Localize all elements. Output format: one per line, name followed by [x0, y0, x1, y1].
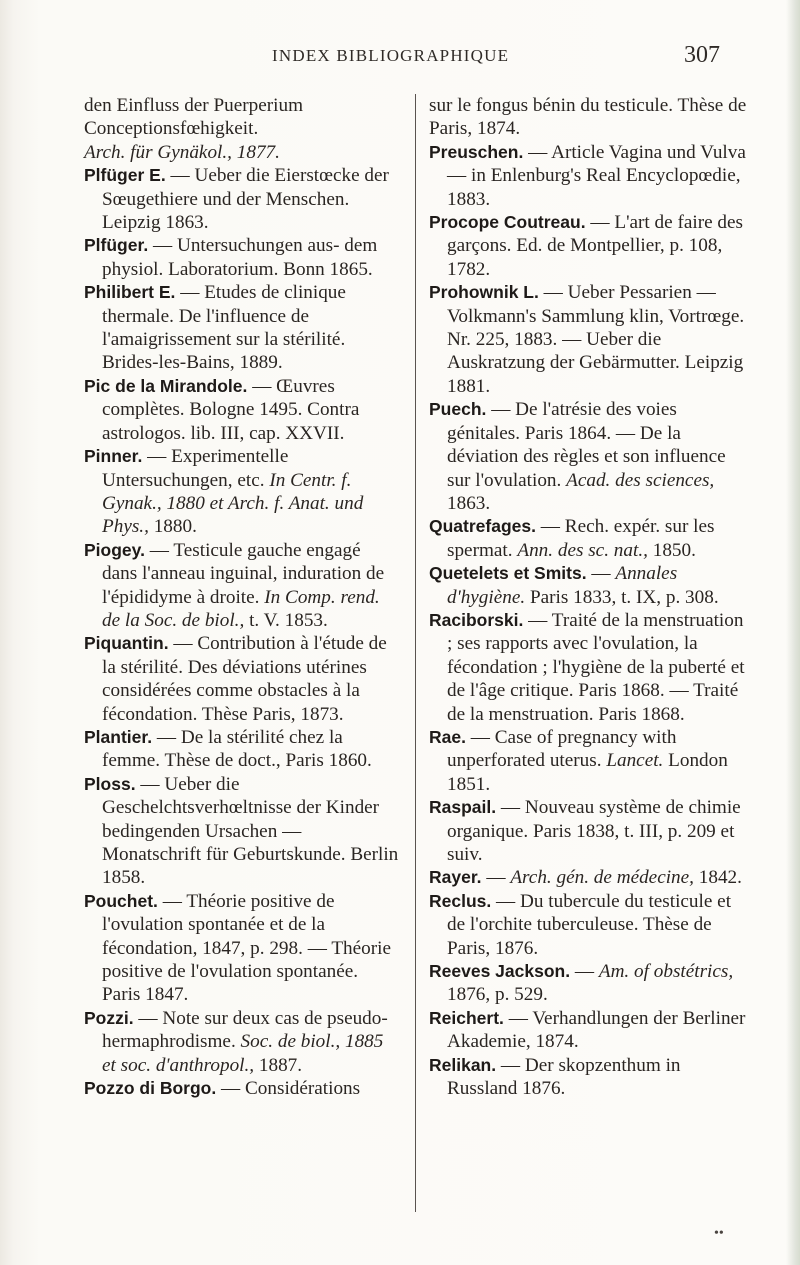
entry-author: Raciborski. [429, 609, 524, 630]
entry-text: — Ueber Pessarien — Volkmann's Sammlung klin, Vortrœge. Nr. 225, 1883. — Ueber die Auskratzung der Gebärmutter. Leipzig 1881. [447, 282, 745, 397]
entry-author: Reeves Jackson. [429, 961, 571, 982]
entry-tail: London 1851. [447, 750, 728, 795]
entry-tail: 1842. [693, 867, 742, 889]
entry-author: Reclus. [429, 890, 492, 911]
entry-author: Piquantin. [84, 633, 169, 654]
right-column [429, 94, 749, 1100]
entry-author: Pic de la Mirandole. [84, 375, 248, 396]
bibliography-entry [429, 960, 749, 1007]
bibliography-entry [429, 398, 749, 515]
entry-tail: 1880. [148, 516, 197, 538]
continuation-line: den Einfluss der Puerperium Conceptionsfœhigkeit. [84, 95, 304, 140]
entry-author: Plfüger. [84, 235, 149, 256]
entry-text: — Nouveau système de chimie organique. Paris 1838, t. III, p. 209 et suiv. [447, 797, 741, 865]
bibliography-entry [429, 609, 749, 726]
entry-author: Philibert E. [84, 282, 176, 303]
entry-text: — [570, 961, 599, 983]
entry-journal: Lancet. [606, 750, 664, 772]
entry-text: — Verhandlungen der Berliner Akademie, 1874. [447, 1007, 746, 1053]
entry-text: — Théorie positive de l'ovulation spontanée et de la fécondation, 1847, p. 298. — Théorie positive de l'ovulation spontanée. Paris 1847. [102, 890, 391, 1006]
bibliography-entry [429, 866, 749, 889]
entry-text: — Rech. expér. sur les spermat. [447, 516, 715, 561]
entry-author: Prohownik L. [429, 282, 539, 303]
entry-text: — Note sur deux cas de pseudo-hermaphrodisme. [102, 1007, 388, 1053]
bibliography-entry [429, 281, 749, 398]
entry-author: Pouchet. [84, 890, 158, 911]
entry-text: — Du tubercule du testicule et de l'orchite tuberculeuse. Thèse de Paris, 1876. [447, 890, 732, 959]
left-column [84, 94, 400, 1100]
entry-text: — Article Vagina und Vulva — in Enlenburg's Real Encyclopœdie, 1883. [447, 141, 746, 210]
page-number: 307 [684, 42, 720, 68]
entry-text: — Untersuchungen aus- dem physiol. Laboratorium. Bonn 1865. [102, 235, 378, 280]
entry-author: Pozzo di Borgo. [84, 1078, 217, 1099]
bibliography-entry [429, 562, 749, 609]
entry-author: Relikan. [429, 1054, 497, 1075]
entry-text: — [481, 867, 511, 889]
entry-tail: 1887. [254, 1054, 303, 1076]
entry-text: — Experimentelle Untersuchungen, etc. [102, 446, 289, 491]
entry-author: Procope Coutreau. [429, 212, 586, 233]
bibliography-entry [84, 1007, 400, 1077]
bibliography-entry [84, 375, 400, 445]
entry-author: Piogey. [84, 539, 145, 560]
entry-text: — Case of pregnancy with unperforated uterus. [447, 726, 677, 772]
column-divider [415, 94, 416, 1212]
entry-author: Quatrefages. [429, 516, 536, 537]
entry-tail: t. V. 1853. [244, 609, 328, 631]
bibliography-entry [429, 1054, 749, 1101]
entry-journal: Annales d'hygiène. [447, 563, 678, 608]
entry-text: — Ueber die Eierstœcke der Sœugethiere und der Menschen. Leipzig 1863. [102, 165, 389, 234]
bibliography-entry [84, 164, 400, 234]
entry-tail: 1863. [447, 492, 491, 514]
bibliography-entry [84, 890, 400, 1007]
bibliography-entry [84, 1077, 400, 1100]
entry-author: Raspail. [429, 797, 497, 818]
entry-journal: Ann. des sc. nat., [517, 539, 648, 561]
entry-text: — Considérations [216, 1078, 361, 1100]
entry-text: — Traité de la menstruation ; ses rapports avec l'ovulation, la fécondation ; l'hygiène de la puberté et de l'âge critique. Paris 1868. — Traité de la menstruation. Paris 1868. [447, 609, 745, 725]
entry-author: Ploss. [84, 773, 136, 794]
bibliography-entry [84, 234, 400, 281]
bibliography-entry [429, 211, 749, 281]
entry-text: — Der skopzenthum in Russland 1876. [447, 1054, 681, 1100]
bibliography-entry [84, 773, 400, 890]
entry-journal: Soc. de biol., 1885 et soc. d'anthropol., [102, 1031, 384, 1076]
entry-author: Rae. [429, 726, 466, 747]
bibliography-entry [84, 281, 400, 375]
bibliography-entry [429, 796, 749, 866]
ornament-dots: •• [714, 1226, 724, 1241]
entry-text: — Ueber die Geschelchtsverhœltnisse der Kinder bedingenden Ursachen — Monatschrift für Geburtskunde. Berlin 1858. [102, 773, 399, 889]
bibliography-entry [429, 141, 749, 211]
entry-text: — [586, 563, 616, 585]
continuation-line: Arch. für Gynäkol., 1877. [84, 141, 280, 163]
entry-author: Quetelets et Smits. [429, 563, 587, 584]
entry-author: Plfüger E. [84, 165, 166, 186]
bibliography-entry [429, 726, 749, 796]
entry-journal: Am. of obstétrics, [598, 961, 734, 983]
entry-tail: Paris 1833, t. IX, p. 308. [525, 586, 719, 608]
bibliography-entry [429, 515, 749, 562]
entry-text: — L'art de faire des garçons. Ed. de Montpellier, p. 108, 1782. [447, 212, 743, 280]
bibliography-entry [84, 539, 400, 633]
entry-author: Pozzi. [84, 1007, 134, 1028]
bibliography-entry [84, 632, 400, 726]
entry-journal: In Centr. f. Gynak., 1880 et Arch. f. Anat. und Phys., [102, 469, 364, 538]
entry-text: — Testicule gauche engagé dans l'anneau inguinal, induration de l'épididyme à droite. [102, 539, 385, 608]
bibliography-entry [84, 445, 400, 539]
entry-author: Rayer. [429, 867, 482, 888]
entry-tail: 1876, p. 529. [447, 984, 548, 1006]
entry-author: Plantier. [84, 726, 153, 747]
entry-journal: In Comp. rend. de la Soc. de biol., [102, 586, 380, 631]
entry-text: — Œuvres complètes. Bologne 1495. Contra astrologos. lib. III, cap. XXVII. [102, 375, 360, 444]
entry-journal: Acad. des sciences, [566, 469, 715, 491]
entry-text: — De l'atrésie des voies génitales. Paris 1864. — De la déviation des règles et son influence sur l'ovulation. [447, 399, 726, 491]
running-head: INDEX BIBLIOGRAPHIQUE [272, 46, 510, 65]
entry-tail: 1850. [647, 539, 696, 561]
entry-journal: Arch. gén. de médecine, [510, 867, 694, 889]
bibliography-entry [84, 726, 400, 773]
entry-author: Preuschen. [429, 141, 524, 162]
entry-text: — De la stérilité chez la femme. Thèse de doct., Paris 1860. [102, 726, 372, 772]
entry-text: — Etudes de clinique thermale. De l'influence de l'amaigrissement sur la stérilité. Brides-les-Bains, 1889. [102, 282, 346, 374]
entry-author: Puech. [429, 399, 487, 420]
entry-author: Pinner. [84, 446, 143, 467]
bibliography-entry [429, 890, 749, 960]
continuation-line: sur le fongus bénin du testicule. Thèse de Paris, 1874. [429, 95, 747, 140]
bibliography-entry [429, 1007, 749, 1054]
entry-author: Reichert. [429, 1007, 504, 1028]
entry-text: — Contribution à l'étude de la stérilité. Des déviations utérines considérées comme obstacles à la fécondation. Thèse Paris, 1873. [102, 633, 387, 725]
